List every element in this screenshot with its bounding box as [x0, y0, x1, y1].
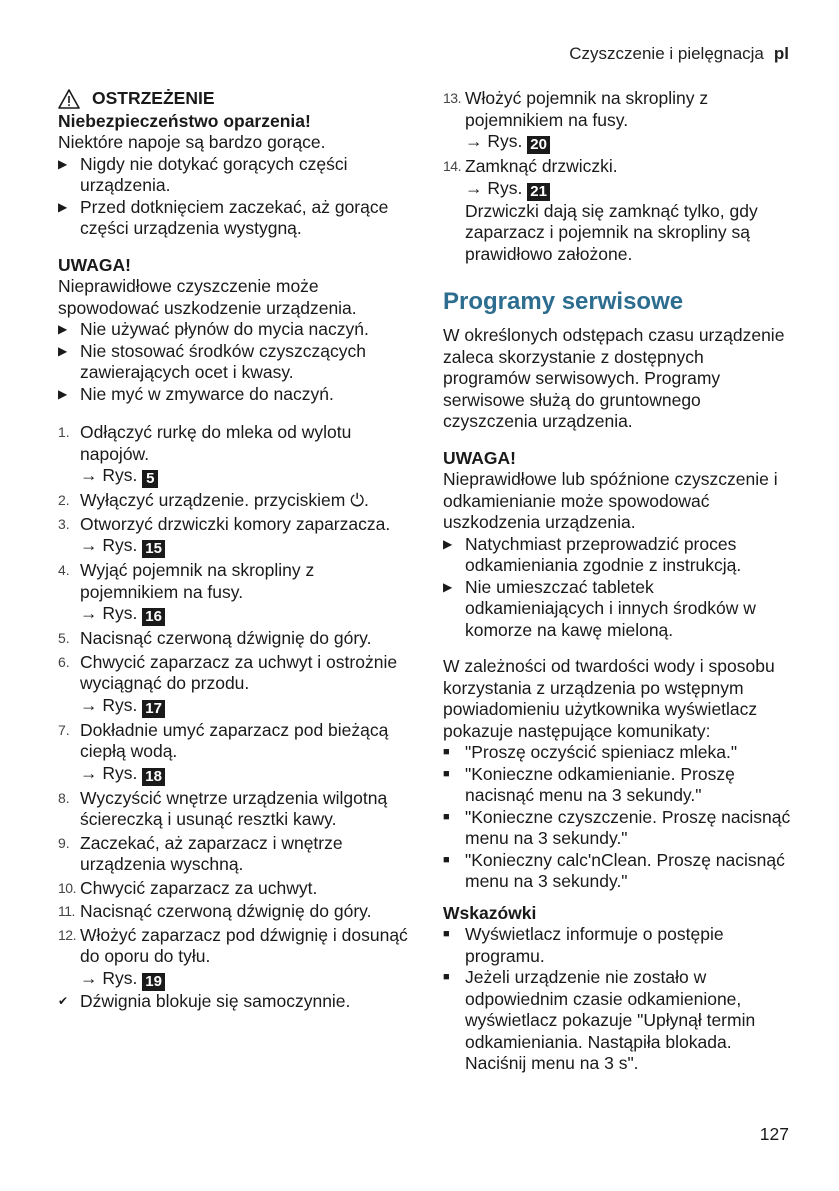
step-number: 7.: [58, 721, 70, 738]
step-item: [58, 925, 408, 991]
step-text: Wyłączyć urządzenie. przyciskiem ⏻.: [80, 490, 369, 510]
list-item: ▶ Nie stosować środków czyszczących zawierających ocet i kwasy.: [58, 340, 366, 382]
square-bullet-icon: ■: [443, 746, 450, 758]
running-header: [569, 44, 789, 64]
messages-intro: W zależności od twardości wody i sposobu korzystania z urządzenia po wstępnym powiadomieniu użytkownika wyświetlacz pokazuje następujące komunikaty:: [443, 656, 775, 741]
step-number: 14.: [443, 158, 461, 174]
warning-heading: OSTRZEŻENIE: [58, 88, 408, 110]
step-item: [58, 652, 408, 718]
step-number: 9.: [58, 834, 70, 851]
caution-text: Nieprawidłowe czyszczenie może spowodować uszkodzenie urządzenia.: [58, 276, 357, 318]
list-item: ▶ Natychmiast przeprowadzić proces odkamieniania zgodnie z instrukcją.: [443, 533, 742, 575]
square-bullet-icon: ■: [443, 971, 450, 983]
result-item: ✔ Dźwignia blokuje się samoczynnie.: [58, 990, 351, 1011]
page-number: 127: [759, 1124, 789, 1144]
step-text: Dokładnie umyć zaparzacz pod bieżącą ciepłą wodą.: [80, 719, 389, 761]
figure-ref-label: → Rys.: [80, 465, 138, 485]
figure-reference: [80, 535, 390, 558]
list-item: ▶ Nie myć w zmywarce do naczyń.: [58, 383, 334, 404]
list-item: ■ Jeżeli urządzenie nie zostało w odpowiednim czasie odkamienione, wyświetlacz pokazuje "Upłynął termin odkamieniania. Nastąpiła blokada. Naciśnij menu na 3 s".: [443, 967, 756, 1073]
step-item: [58, 514, 408, 559]
step-body: [80, 560, 408, 626]
figure-number-badge: 15: [142, 540, 165, 558]
figure-number-badge: 20: [527, 136, 550, 154]
step-text: Włożyć zaparzacz pod dźwignię i dosunąć do oporu do tyłu.: [80, 924, 408, 966]
step-number: 10.: [58, 879, 76, 896]
step-text: Otworzyć drzwiczki komory zaparzacza.: [80, 513, 391, 534]
warning-triangle-icon: [58, 89, 80, 109]
triangle-bullet-icon: ▶: [58, 322, 68, 336]
warning-subtitle: Niebezpieczeństwo oparzenia!: [58, 110, 311, 131]
step-text: Nacisnąć czerwoną dźwignię do góry.: [80, 901, 372, 921]
figure-ref-label: → Rys.: [80, 762, 138, 783]
step-number: 4.: [58, 562, 70, 578]
step-list: [443, 88, 795, 265]
step-body: [80, 490, 369, 512]
step-item: [58, 878, 408, 900]
step-text: Wyczyścić wnętrze urządzenia wilgotną ściereczką i usunąć resztki kawy.: [80, 787, 388, 829]
step-item: [58, 788, 408, 831]
step-body: [80, 878, 317, 900]
step-list: [58, 422, 408, 991]
step-number: 13.: [443, 90, 461, 106]
section-heading: Programy serwisowe: [443, 288, 684, 315]
triangle-bullet-icon: ▶: [443, 579, 453, 594]
figure-reference: [80, 465, 408, 488]
triangle-bullet-icon: ▶: [443, 536, 453, 551]
figure-ref-label: → Rys.: [80, 535, 138, 555]
tips-title: Wskazówki: [443, 902, 537, 923]
triangle-bullet-icon: ▶: [58, 343, 68, 358]
step-number: 11.: [58, 903, 75, 919]
step-text: Chwycić zaparzacz za uchwyt.: [80, 877, 318, 898]
step-item: [58, 560, 408, 626]
step-item: [58, 490, 408, 512]
figure-ref-label: → Rys.: [465, 131, 523, 151]
step-body: [80, 628, 371, 650]
step-item: [443, 156, 795, 265]
list-item: ■ "Konieczny calc'nClean. Proszę nacisnąć menu na 3 sekundy.": [443, 849, 785, 891]
warning-text: Niektóre napoje są bardzo gorące.: [58, 132, 326, 152]
figure-number-badge: 19: [142, 973, 165, 991]
square-bullet-icon: ■: [443, 767, 450, 780]
step-item: [58, 901, 408, 923]
figure-reference: [465, 178, 795, 201]
step-number: 3.: [58, 515, 70, 532]
square-bullet-icon: ■: [443, 810, 450, 823]
figure-number-badge: 18: [142, 768, 165, 786]
left-column: [58, 88, 408, 1012]
step-item: [58, 833, 408, 876]
step-text: Włożyć pojemnik na skropliny z pojemnikiem na fusy.: [465, 88, 709, 130]
figure-reference: [80, 968, 408, 991]
step-item: [58, 628, 408, 650]
triangle-bullet-icon: ▶: [58, 156, 68, 171]
caution-title: UWAGA!: [58, 254, 131, 275]
step-body: [465, 156, 795, 265]
step-number: 1.: [58, 424, 70, 440]
step-body: [80, 833, 408, 876]
triangle-bullet-icon: ▶: [58, 199, 68, 214]
figure-ref-label: → Rys.: [465, 177, 523, 198]
figure-reference: [465, 131, 795, 154]
step-number: 6.: [58, 653, 70, 670]
square-bullet-icon: ■: [443, 853, 450, 866]
step-number: 8.: [58, 789, 70, 806]
figure-reference: [80, 763, 408, 786]
square-bullet-icon: ■: [443, 928, 450, 940]
figure-number-badge: 17: [142, 700, 165, 718]
figure-number-badge: 16: [142, 608, 165, 626]
intro-paragraph: W określonych odstępach czasu urządzenie zaleca skorzystanie z dostępnych programów serwisowych. Programy serwisowe służą do gruntownego czyszczenia urządzenia.: [443, 325, 785, 431]
caution-title: UWAGA!: [443, 447, 516, 468]
step-item: [443, 88, 795, 154]
check-icon: ✔: [58, 993, 69, 1008]
step-body: [80, 925, 408, 991]
step-body: [80, 901, 371, 923]
step-body: [80, 652, 408, 718]
step-body: [465, 88, 795, 154]
figure-ref-label: → Rys.: [80, 694, 138, 715]
list-item: ▶ Nigdy nie dotykać gorących części urządzenia.: [58, 153, 348, 195]
step-text: Odłączyć rurkę do mleka od wylotu napojów.: [80, 422, 352, 464]
figure-reference: [80, 603, 408, 626]
step-body: [80, 422, 408, 488]
step-note: Drzwiczki dają się zamknąć tylko, gdy zaparzacz i pojemnik na skropliny są prawidłowo założone.: [465, 200, 758, 264]
list-item: ■ Wyświetlacz informuje o postępie programu.: [443, 924, 724, 966]
step-text: Wyjąć pojemnik na skropliny z pojemnikiem na fusy.: [80, 560, 315, 602]
caution-text: Nieprawidłowe lub spóźnione czyszczenie i odkamienianie może spowodować uszkodzenia urządzenia.: [443, 469, 778, 532]
figure-number-badge: 5: [142, 470, 158, 488]
list-item: ■ "Konieczne czyszczenie. Proszę nacisnąć menu na 3 sekundy.": [443, 806, 791, 848]
right-column: [443, 86, 795, 1075]
step-body: [80, 788, 408, 831]
figure-ref-label: → Rys.: [80, 967, 138, 988]
list-item: ▶ Przed dotknięciem zaczekać, aż gorące części urządzenia wystygną.: [58, 196, 389, 238]
step-item: [58, 422, 408, 488]
figure-ref-label: → Rys.: [80, 603, 138, 623]
step-text: Chwycić zaparzacz za uchwyt i ostrożnie wyciągnąć do przodu.: [80, 651, 398, 693]
step-body: [80, 514, 390, 559]
list-item: ▶ Nie używać płynów do mycia naczyń.: [58, 319, 369, 339]
step-text: Zaczekać, aż zaparzacz i wnętrze urządzenia wyschną.: [80, 832, 343, 874]
list-item: ■ "Konieczne odkamienianie. Proszę nacisnąć menu na 3 sekundy.": [443, 763, 735, 805]
step-item: [58, 720, 408, 786]
step-body: [80, 720, 408, 786]
step-number: 5.: [58, 630, 70, 646]
language-code: pl: [773, 44, 789, 63]
figure-reference: [80, 695, 408, 718]
section-title: Czyszczenie i pielęgnacja: [569, 44, 764, 63]
step-number: 2.: [58, 492, 70, 508]
list-item: ▶ Nie umieszczać tabletek odkamieniających i innych środków w komorze na kawę mieloną.: [443, 576, 756, 640]
step-text: Zamknąć drzwiczki.: [465, 156, 618, 176]
list-item: ■ "Proszę oczyścić spieniacz mleka.": [443, 742, 738, 762]
step-text: Nacisnąć czerwoną dźwignię do góry.: [80, 628, 372, 648]
step-number: 12.: [58, 926, 76, 943]
triangle-bullet-icon: ▶: [58, 386, 68, 401]
figure-number-badge: 21: [527, 183, 550, 201]
